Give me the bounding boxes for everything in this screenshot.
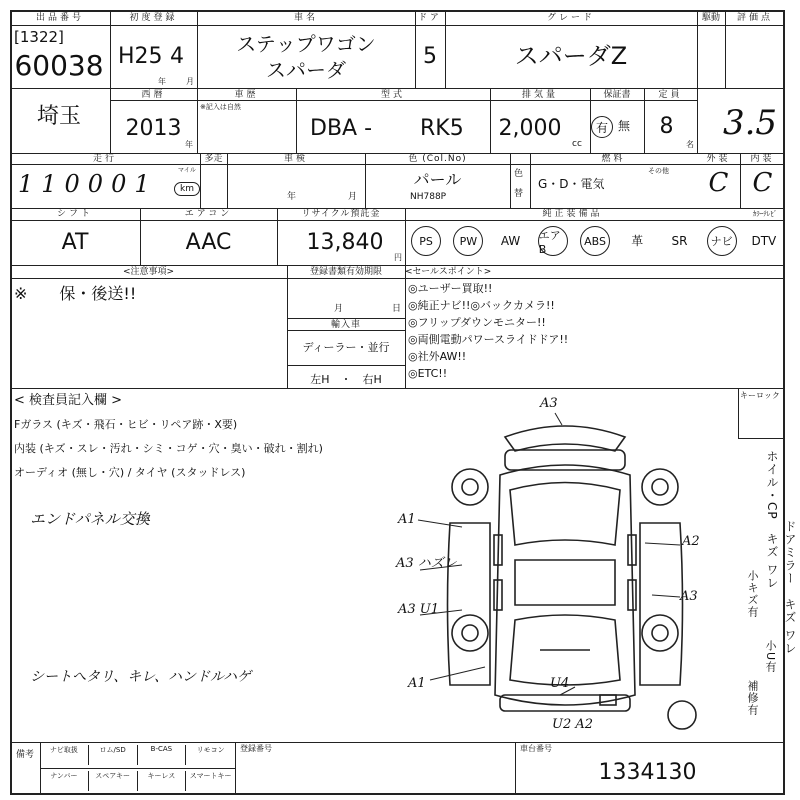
car-name-line2: スパーダ: [266, 58, 346, 82]
chassis-label: 車台番号: [520, 744, 552, 753]
equipment-item: AW: [500, 234, 521, 248]
lane-note: ※記入は自然: [200, 103, 241, 111]
damage-mark: A3 ハズレ: [396, 556, 457, 571]
equipment-item: PS: [411, 226, 441, 256]
inspection-label: 車検: [283, 154, 308, 164]
sales-point: ◎純正ナビ!!◎バックカメラ!!: [408, 299, 555, 312]
caution-text: ※ 保・後送!!: [14, 284, 137, 303]
shift-label: シフト: [56, 209, 93, 219]
first-registration-label: 初度登録: [129, 13, 178, 23]
aircon-value: AAC: [185, 230, 232, 255]
doors-value: 5: [423, 44, 437, 69]
lane-label: 車歴: [234, 90, 259, 100]
displacement-label: 排気量: [521, 90, 558, 100]
damage-mark: U4: [550, 676, 570, 691]
side-text-wheel: ホイル・CP キズ ワレ: [765, 450, 779, 590]
drive-label: 駆動: [701, 13, 720, 23]
fuel-other: その他: [648, 167, 669, 175]
mileage-unit-circled: km: [174, 182, 200, 196]
sales-point: ◎フリップダウンモニター!!: [408, 316, 546, 329]
footer-options-row1: [40, 743, 235, 768]
capacity-label: 定員: [658, 90, 683, 100]
era-year: 2013: [125, 116, 182, 141]
damage-mark: A1: [408, 676, 426, 691]
chassis-number: 1334130: [598, 760, 697, 785]
shift-value: AT: [61, 230, 89, 255]
year-suffix: 年: [158, 77, 166, 86]
exterior-label: 外装: [706, 154, 731, 164]
capacity-unit: 名: [686, 140, 694, 149]
footer-option: スペアキー: [89, 771, 138, 791]
lot-number: 60038: [14, 49, 104, 82]
color-flag1: 色: [514, 169, 524, 179]
damage-mark: A1: [398, 512, 416, 527]
row-divider: [10, 388, 785, 389]
inspection-month: 月: [348, 192, 358, 202]
reg-number-label: 登録番号: [240, 744, 272, 753]
era-year-label: 西暦: [141, 90, 166, 100]
exterior-value: C: [708, 168, 729, 198]
grade-label: グレード: [546, 13, 595, 23]
grade-value: スパーダZ: [514, 42, 628, 70]
label-divider: [10, 278, 785, 279]
keylock-label: キーロック: [740, 391, 780, 400]
caution-header: <注意事項>: [122, 267, 175, 277]
lot-code: [1322]: [14, 28, 64, 46]
damage-mark: A3: [540, 396, 558, 411]
footer-option: ロム/SD: [89, 745, 138, 765]
color-name: パール: [413, 170, 462, 189]
recycle-unit: 円: [394, 253, 402, 262]
displacement-value: 2,000: [498, 116, 562, 141]
interior-label: 内装: [750, 154, 775, 164]
sales-point: ◎ユーザー買取!!: [408, 282, 493, 295]
footer-option: ナンバー: [40, 771, 89, 791]
handwritten-note2: シートへタリ、キレ、ハンドルハゲ: [30, 669, 252, 685]
sales-header: <セールスポイント>: [405, 267, 492, 277]
equipment-item: SR: [671, 234, 688, 248]
dtv-label: ｶﾗｰﾃﾚﾋﾞ: [752, 210, 778, 218]
equipment-item: ナビ: [707, 226, 737, 256]
equipment-label: 純正装備品: [542, 209, 603, 219]
col-divider: [510, 153, 511, 208]
cc-unit: cc: [572, 139, 582, 149]
mileage-label: 走行: [92, 154, 117, 164]
doc-header: 登録書類有効期限: [309, 267, 382, 277]
mileage-unit-alt: マイル: [178, 167, 196, 174]
damage-mark: U2 A2: [552, 717, 594, 732]
meter-label: 多走: [204, 154, 223, 164]
era-year-suffix: 年: [185, 140, 193, 149]
inspection-header: < 検査員記入欄 >: [14, 393, 123, 408]
sales-point: ◎社外AW!!: [408, 350, 467, 363]
car-name-line1: ステップワゴン: [236, 32, 376, 56]
footer-option: リモコン: [196, 746, 225, 754]
model-label: 型式: [380, 90, 405, 100]
inspection-line1: Fガラス (キズ・飛石・ヒビ・リペア跡・X要): [14, 418, 238, 431]
damage-marks: [390, 395, 730, 740]
warranty-label: 保証書: [603, 90, 631, 100]
recycle-label: リサイクル預託金: [301, 209, 381, 219]
score-label: 評価点: [736, 13, 773, 23]
equipment-list: [405, 222, 785, 262]
footer-options-row2: [40, 769, 235, 795]
doors-label: ドア: [418, 13, 442, 23]
equipment-item: 革: [631, 234, 644, 248]
damage-mark: A3: [680, 589, 698, 604]
equipment-item: DTV: [751, 234, 777, 248]
aircon-label: エアコン: [184, 209, 233, 219]
footer-option: キーレス: [138, 771, 187, 791]
equipment-item: ABS: [580, 226, 610, 256]
handwritten-note1: エンドパネル交換: [30, 510, 150, 528]
doc-day: 日: [392, 304, 402, 314]
capacity-value: 8: [659, 114, 674, 139]
footer-col: [235, 742, 236, 795]
mileage-value: 110001: [18, 170, 158, 198]
color-code: NH788P: [410, 192, 447, 202]
warranty-no: 無: [618, 119, 631, 133]
damage-mark: A3 U1: [398, 602, 440, 617]
import-handle: 左H ・ 右H: [310, 373, 382, 386]
inspection-line3: オーディオ (無し・穴) / タイヤ (スタッドレス): [14, 466, 246, 479]
side-text-small2: 小U有: [764, 640, 777, 674]
model-prefix: DBA -: [310, 116, 373, 141]
keylock-divider: [738, 388, 739, 438]
reg-year: H25: [118, 44, 163, 69]
footer-col: [515, 742, 516, 795]
sales-point: ◎両側電動パワースライドドア!!: [408, 333, 569, 346]
color-label: 色 (Col.No): [408, 154, 467, 164]
sales-points: [408, 280, 708, 382]
reg-month: 4: [170, 44, 184, 69]
car-name-label: 車名: [293, 13, 318, 23]
equipment-item: PW: [453, 226, 483, 256]
side-text-mirror: ドアミラー キズ ワレ: [783, 520, 797, 655]
fuel-label: 燃料: [601, 154, 626, 164]
header-divider: [10, 25, 785, 26]
region: 埼玉: [36, 104, 81, 129]
side-text-repair: 補修有: [746, 680, 759, 716]
import-dealer: ディーラー・並行: [302, 341, 390, 354]
interior-value: C: [752, 168, 773, 198]
sales-point: ◎ETC!!: [408, 367, 448, 380]
equipment-item: エアB: [538, 226, 568, 256]
keylock-divider: [738, 438, 785, 439]
model-code: RK5: [420, 116, 464, 141]
label-divider: [10, 220, 785, 221]
side-text-small: 小キズ有: [746, 570, 759, 618]
footer-option: B-CAS: [138, 745, 187, 765]
fuel-text: G・D・電気: [538, 177, 605, 191]
inspection-year: 年: [287, 192, 297, 202]
footer-option: ナビ取扱: [40, 745, 89, 765]
doc-divider: [287, 365, 405, 366]
inspection-line2: 内装 (キズ・スレ・汚れ・シミ・コゲ・穴・臭い・破れ・割れ): [14, 442, 323, 455]
footer-notes-label: 備考: [15, 750, 34, 760]
month-suffix: 月: [186, 77, 194, 86]
doc-month: 月: [334, 304, 344, 314]
damage-mark: A2: [682, 534, 700, 549]
lot-number-label: 出品番号: [35, 13, 84, 23]
score-value: 3.5: [722, 103, 778, 143]
warranty-yes-circled: 有: [591, 116, 613, 138]
color-flag2: 替: [514, 189, 524, 199]
col-divider: [405, 265, 406, 388]
import-header: 輸入車: [330, 320, 361, 330]
col-divider: [697, 10, 698, 153]
footer-option: スマートキー: [189, 772, 232, 780]
recycle-value: 13,840: [306, 230, 384, 255]
